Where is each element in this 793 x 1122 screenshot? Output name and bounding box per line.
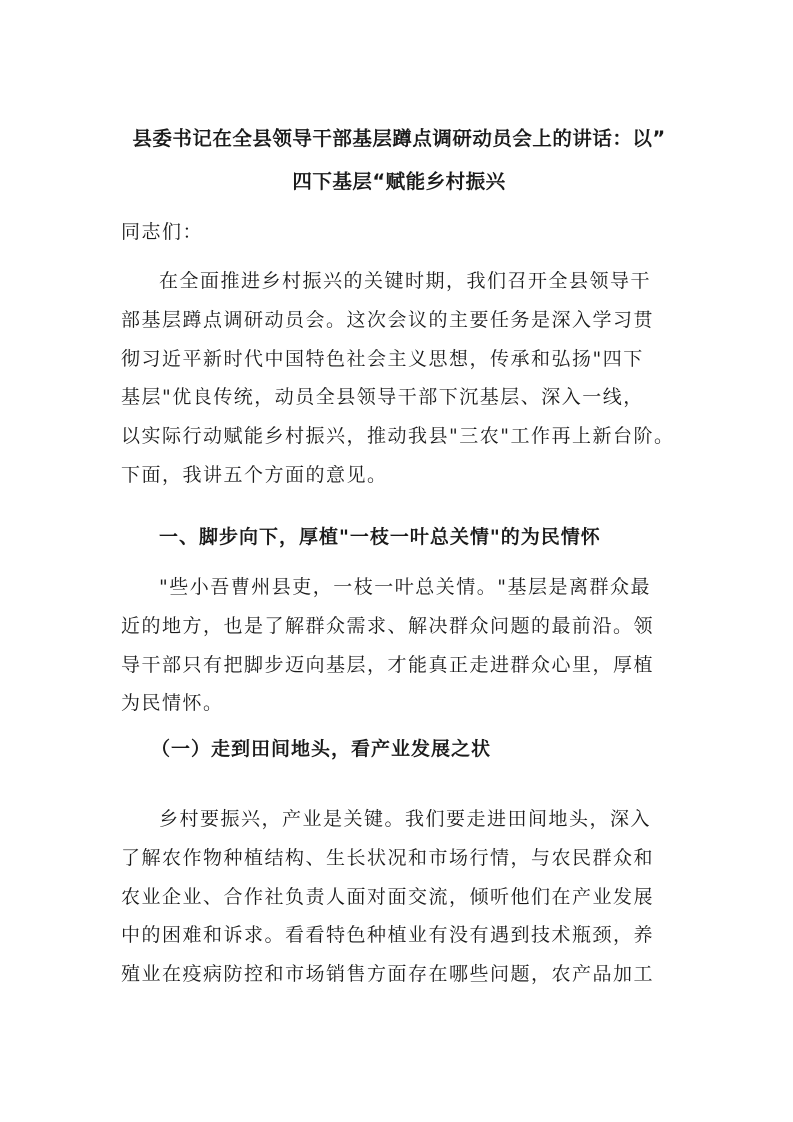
title-line-1: 县委书记在全县领导干部基层蹲点调研动员会上的讲话：以” <box>132 127 666 150</box>
paragraph-line: 为民情怀。 <box>121 692 224 715</box>
paragraph-line: 殖业在疫病防控和市场销售方面存在哪些问题，农产品加工 <box>121 963 655 986</box>
paragraph-line: 乡村要振兴，产业是关键。我们要走进田间地头，深入 <box>159 808 652 830</box>
intro-line: 彻习近平新时代中国特色社会主义思想，传承和弘扬"四下 <box>121 347 644 370</box>
paragraph-line: 农业企业、合作社负责人面对面交流，倾听他们在产业发展 <box>121 885 655 908</box>
intro-line: 以实际行动赋能乡村振兴，推动我县"三农"工作再上新台阶。 <box>121 425 675 448</box>
section-heading-1-text: 一、脚步向下，厚植"一枝一叶总关情"的为民情怀 <box>159 526 601 548</box>
paragraph-line: 导干部只有把脚步迈向基层，才能真正走进群众心里，厚植 <box>121 653 655 676</box>
paragraph-line: 了解农作物种植结构、生长状况和市场行情，与农民群众和 <box>121 846 655 869</box>
intro-line: 基层"优良传统，动员全县领导干部下沉基层、深入一线， <box>121 386 644 409</box>
subsection-heading-text: （一）走到田间地头，看产业发展之状 <box>151 738 492 760</box>
section-1-paragraph <box>121 568 687 723</box>
intro-line: 在全面推进乡村振兴的关键时期，我们召开全县领导干 <box>159 270 652 292</box>
title-line-2: 四下基层“赋能乡村振兴 <box>292 170 506 193</box>
intro-paragraph <box>121 262 687 495</box>
greeting: 同志们： <box>121 221 204 243</box>
intro-line: 部基层蹲点调研动员会。这次会议的主要任务是深入学习贯 <box>121 308 655 331</box>
paragraph-line: 中的困难和诉求。看看特色种植业有没有遇到技术瓶颈，养 <box>121 924 655 947</box>
paragraph-line: 近的地方，也是了解群众需求、解决群众问题的最前沿。领 <box>121 614 655 637</box>
paragraph-line: "些小吾曹州县吏，一枝一叶总关情。"基层是离群众最 <box>159 576 651 598</box>
intro-line: 下面，我讲五个方面的意见。 <box>121 463 388 486</box>
subsection-heading-1-1 <box>121 730 687 769</box>
section-heading-1 <box>121 518 687 557</box>
document-title <box>112 117 686 203</box>
subsection-1-1-paragraph <box>121 800 687 994</box>
